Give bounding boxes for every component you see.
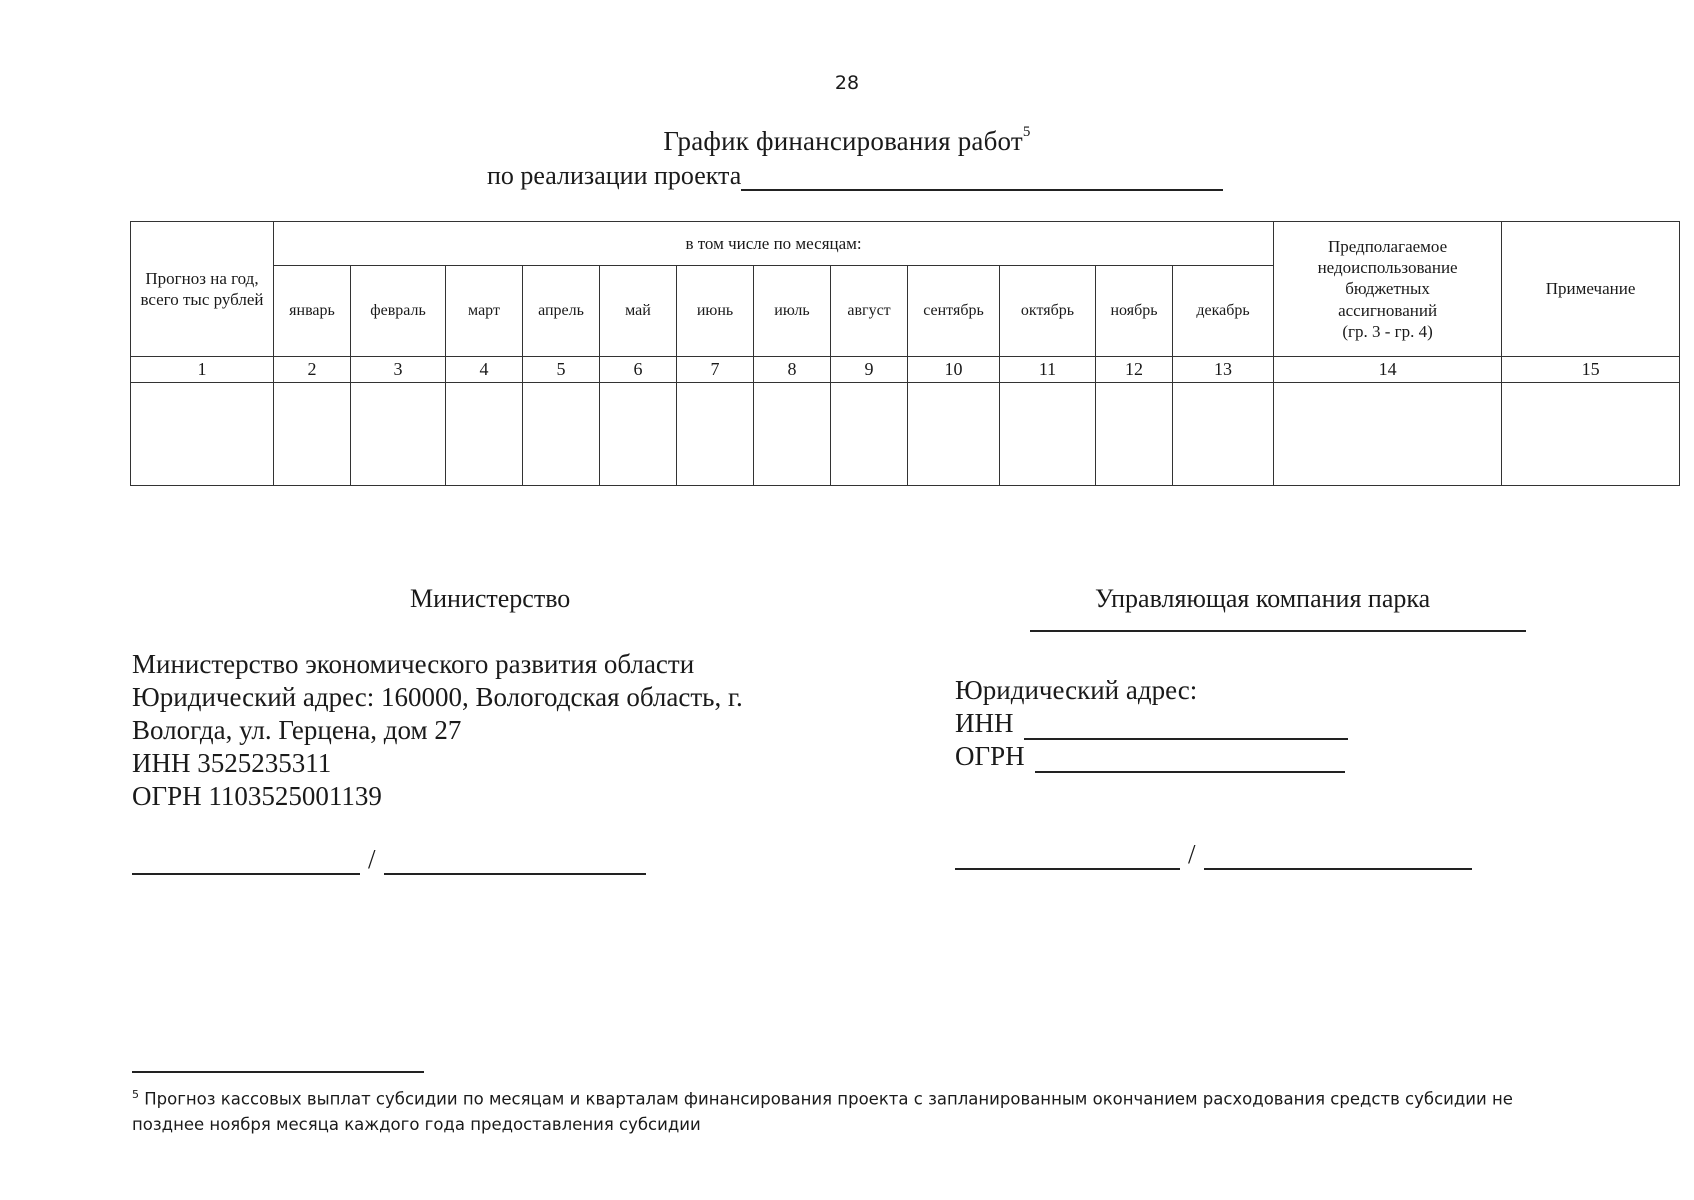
column-number: 7 <box>677 357 754 383</box>
column-number: 2 <box>274 357 351 383</box>
company-ogrn-line[interactable] <box>1035 747 1345 773</box>
data-cell[interactable] <box>831 382 908 485</box>
signature-separator: / <box>368 844 376 874</box>
unused-header-line: ассигнований <box>1338 300 1438 320</box>
column-number: 9 <box>831 357 908 383</box>
data-cell[interactable] <box>446 382 523 485</box>
company-signature-row <box>955 838 1472 870</box>
project-name-line <box>741 163 1223 191</box>
footnote-separator <box>132 1071 424 1073</box>
data-cell[interactable] <box>131 382 274 485</box>
company-heading: Управляющая компания парка <box>1095 584 1431 613</box>
ministry-heading: Министерство <box>410 584 571 613</box>
month-header-october: октябрь <box>1000 266 1096 357</box>
month-header-november: ноябрь <box>1096 266 1173 357</box>
month-header-august: август <box>831 266 908 357</box>
column-number: 10 <box>908 357 1000 383</box>
column-number: 15 <box>1502 357 1680 383</box>
company-address-label: Юридический адрес: <box>955 675 1198 705</box>
month-header-may: май <box>600 266 677 357</box>
month-header-april: апрель <box>523 266 600 357</box>
data-cell[interactable] <box>1502 382 1680 485</box>
company-inn-label: ИНН <box>955 708 1014 738</box>
ministry-signature-line[interactable] <box>132 843 360 875</box>
unused-allocations-header <box>1274 222 1502 357</box>
company-ogrn-label: ОГРН <box>955 741 1025 771</box>
footnote-text: Прогноз кассовых выплат субсидии по месяцам и кварталам финансирования проекта с запланированным окончанием расходования средств субсидии не позднее ноября месяца каждого года предоставления субсидии <box>132 1089 1513 1134</box>
title-text: График финансирования работ <box>663 126 1023 156</box>
unused-header-line: (гр. 3 - гр. 4) <box>1342 321 1433 341</box>
company-name-line[interactable] <box>1030 630 1526 632</box>
data-cell[interactable] <box>754 382 831 485</box>
column-number: 13 <box>1173 357 1274 383</box>
month-header-september: сентябрь <box>908 266 1000 357</box>
ministry-details <box>132 648 832 813</box>
ministry-address-line-1: Юридический адрес: 160000, Вологодская область, г. <box>132 682 743 712</box>
month-header-july: июль <box>754 266 831 357</box>
document-subtitle <box>487 161 1223 191</box>
empty-data-row <box>131 382 1680 485</box>
ministry-name: Министерство экономического развития области <box>132 649 695 679</box>
subtitle-text: по реализации проекта <box>487 161 742 190</box>
document-title <box>0 126 1694 157</box>
column-number: 8 <box>754 357 831 383</box>
column-numbers-row <box>131 357 1680 383</box>
company-details <box>955 674 1455 773</box>
column-number: 3 <box>351 357 446 383</box>
footnote <box>132 1082 1572 1137</box>
data-cell[interactable] <box>1274 382 1502 485</box>
column-number: 11 <box>1000 357 1096 383</box>
forecast-header: Прогноз на год, всего тыс рублей <box>131 222 274 357</box>
month-header-june: июнь <box>677 266 754 357</box>
month-header-december: декабрь <box>1173 266 1274 357</box>
ministry-ogrn: ОГРН 1103525001139 <box>132 781 382 811</box>
footnote-mark: 5 <box>132 1088 139 1101</box>
month-header-february: февраль <box>351 266 446 357</box>
unused-header-line: недоиспользование <box>1317 258 1458 278</box>
ministry-name-line[interactable] <box>384 843 646 875</box>
data-cell[interactable] <box>677 382 754 485</box>
ministry-address-line-2: Вологда, ул. Герцена, дом 27 <box>132 715 462 745</box>
financing-schedule-table <box>130 221 1680 486</box>
ministry-signature-row <box>132 843 646 875</box>
column-number: 1 <box>131 357 274 383</box>
data-cell[interactable] <box>1173 382 1274 485</box>
column-number: 12 <box>1096 357 1173 383</box>
company-inn-line[interactable] <box>1024 714 1348 740</box>
data-cell[interactable] <box>1096 382 1173 485</box>
signature-separator: / <box>1188 839 1196 869</box>
data-cell[interactable] <box>274 382 351 485</box>
column-number: 5 <box>523 357 600 383</box>
page-number: 28 <box>834 72 860 94</box>
month-header-march: март <box>446 266 523 357</box>
company-name-signature-line[interactable] <box>1204 838 1472 870</box>
data-cell[interactable] <box>523 382 600 485</box>
title-footnote-mark: 5 <box>1022 124 1031 140</box>
data-cell[interactable] <box>1000 382 1096 485</box>
ministry-inn: ИНН 3525235311 <box>132 748 332 778</box>
data-cell[interactable] <box>600 382 677 485</box>
note-header: Примечание <box>1502 222 1680 357</box>
month-header-january: январь <box>274 266 351 357</box>
data-cell[interactable] <box>351 382 446 485</box>
unused-header-line: бюджетных <box>1345 279 1430 299</box>
column-number: 4 <box>446 357 523 383</box>
months-group-header: в том числе по месяцам: <box>274 222 1274 266</box>
unused-header-line: Предполагаемое <box>1327 236 1448 256</box>
data-cell[interactable] <box>908 382 1000 485</box>
column-number: 6 <box>600 357 677 383</box>
company-signature-line[interactable] <box>955 838 1180 870</box>
column-number: 14 <box>1274 357 1502 383</box>
